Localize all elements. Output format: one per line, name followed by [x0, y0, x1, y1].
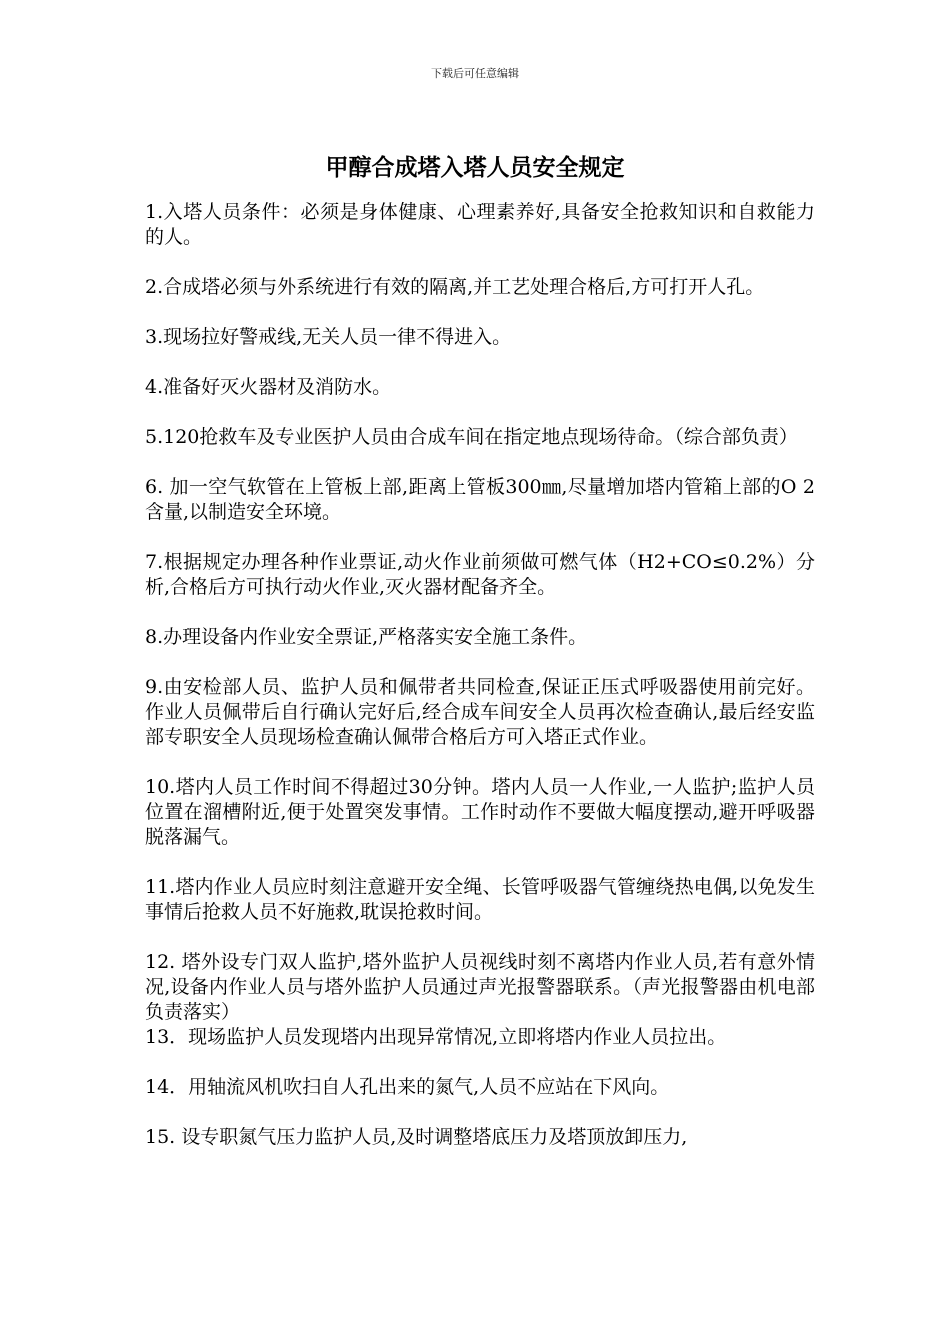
rule-paragraph-6: 6. 加一空气软管在上管板上部,距离上管板300㎜,尽量增加塔内管箱上部的O 2含量,以制造安全环境。 [145, 476, 815, 523]
rule-paragraph-8: 8.办理设备内作业安全票证,严格落实安全施工条件。 [145, 626, 588, 648]
rule-paragraph-12: 12. 塔外设专门双人监护,塔外监护人员视线时刻不离塔内作业人员,若有意外情况,设备内作业人员与塔外监护人员通过声光报警器联系。（声光报警器由机电部负责落实） [145, 951, 815, 1023]
rule-paragraph-11: 11.塔内作业人员应时刻注意避开安全绳、长管呼吸器气管缠绕热电偶,以免发生事情后抢救人员不好施救,耽误抢救时间。 [145, 876, 815, 923]
rule-paragraph-15: 15. 设专职氮气压力监护人员,及时调整塔底压力及塔顶放卸压力, [145, 1126, 688, 1148]
document-title: 甲醇合成塔入塔人员安全规定 [325, 155, 625, 181]
rule-paragraph-10: 10.塔内人员工作时间不得超过30分钟。塔内人员一人作业,一人监护;监护人员位置在溜槽附近,便于处置突发事情。工作时动作不要做大幅度摆动,避开呼吸器脱落漏气。 [145, 776, 815, 848]
document-body [145, 200, 815, 1150]
rule-paragraph-14: 14．用轴流风机吹扫自人孔出来的氮气,人员不应站在下风向。 [145, 1076, 670, 1098]
rule-paragraph-5: 5.120抢救车及专业医护人员由合成车间在指定地点现场待命。（综合部负责） [145, 426, 798, 448]
rule-paragraph-7: 7.根据规定办理各种作业票证,动火作业前须做可燃气体（H2+CO≤0.2%）分析,合格后方可执行动火作业,灭火器材配备齐全。 [145, 551, 815, 598]
rule-paragraph-2: 2.合成塔必须与外系统进行有效的隔离,并工艺处理合格后,方可打开人孔。 [145, 276, 765, 298]
page-header-note: 下载后可任意编辑 [431, 67, 519, 80]
rule-paragraph-1: 1.入塔人员条件：必须是身体健康、心理素养好,具备安全抢救知识和自救能力的人。 [145, 201, 815, 248]
rule-paragraph-9: 9.由安检部人员、监护人员和佩带者共同检查,保证正压式呼吸器使用前完好。作业人员佩带后自行确认完好后,经合成车间安全人员再次检查确认,最后经安监部专职安全人员现场检查确认佩带合格后方可入塔正式作业。 [145, 676, 815, 748]
rule-paragraph-13: 13．现场监护人员发现塔内出现异常情况,立即将塔内作业人员拉出。 [145, 1026, 727, 1048]
rule-paragraph-3: 3.现场拉好警戒线,无关人员一律不得进入。 [145, 326, 512, 348]
rule-paragraph-4: 4.准备好灭火器材及消防水。 [145, 376, 392, 398]
